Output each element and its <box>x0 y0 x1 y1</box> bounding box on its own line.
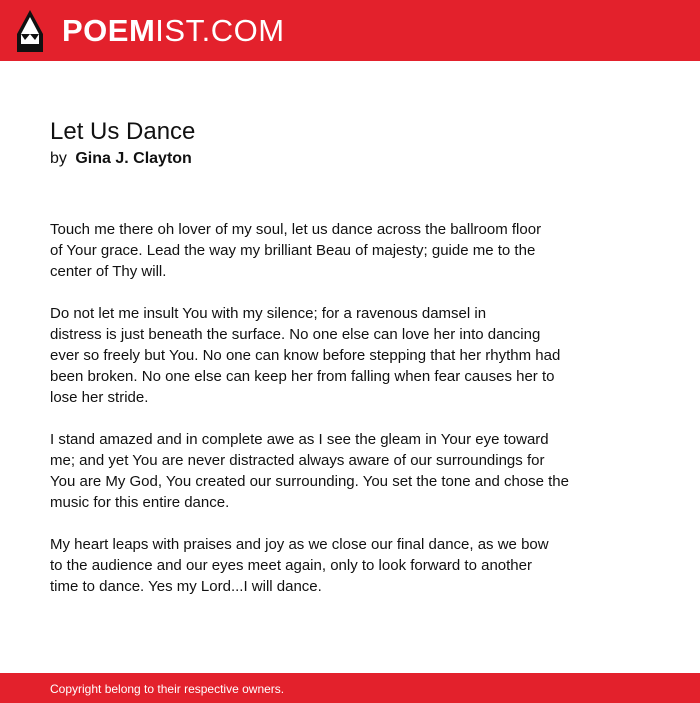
stanza: Do not let me insult You with my silence; for a ravenous damsel in distress is just beneath the surface. No one else can love her into dancing ever so freely but You. No one can know before stepping that her rhythm had been broken. No one else can keep her from falling when fear causes her to lose her stride. <box>50 305 561 406</box>
logo-text-light: IST.COM <box>155 13 285 48</box>
author-name: Gina J. Clayton <box>75 150 192 167</box>
stanza: My heart leaps with praises and joy as we close our final dance, as we bow to the audience and our eyes meet again, only to look forward to another time to dance. Yes my Lord...I will dance. <box>50 536 549 595</box>
byline <box>50 149 192 169</box>
stanza: I stand amazed and in complete awe as I see the gleam in Your eye toward me; and yet You are never distracted always aware of our surroundings for You are My God, You created our surrounding. You set the tone and chose the music for this entire dance. <box>50 431 569 511</box>
by-label: by <box>50 150 67 167</box>
pencil-tip-icon[interactable] <box>17 10 43 52</box>
site-header <box>0 0 700 61</box>
site-logo[interactable] <box>62 13 285 49</box>
logo-text-bold: POEM <box>62 13 156 48</box>
copyright-text: Copyright belong to their respective owners. <box>50 682 285 696</box>
poem-body <box>50 219 600 618</box>
stanza: Touch me there oh lover of my soul, let us dance across the ballroom floor of Your grace. Lead the way my brilliant Beau of majesty; guide me to the center of Thy will. <box>50 221 542 280</box>
poem-title: Let Us Dance <box>50 118 196 145</box>
site-footer <box>0 673 700 703</box>
